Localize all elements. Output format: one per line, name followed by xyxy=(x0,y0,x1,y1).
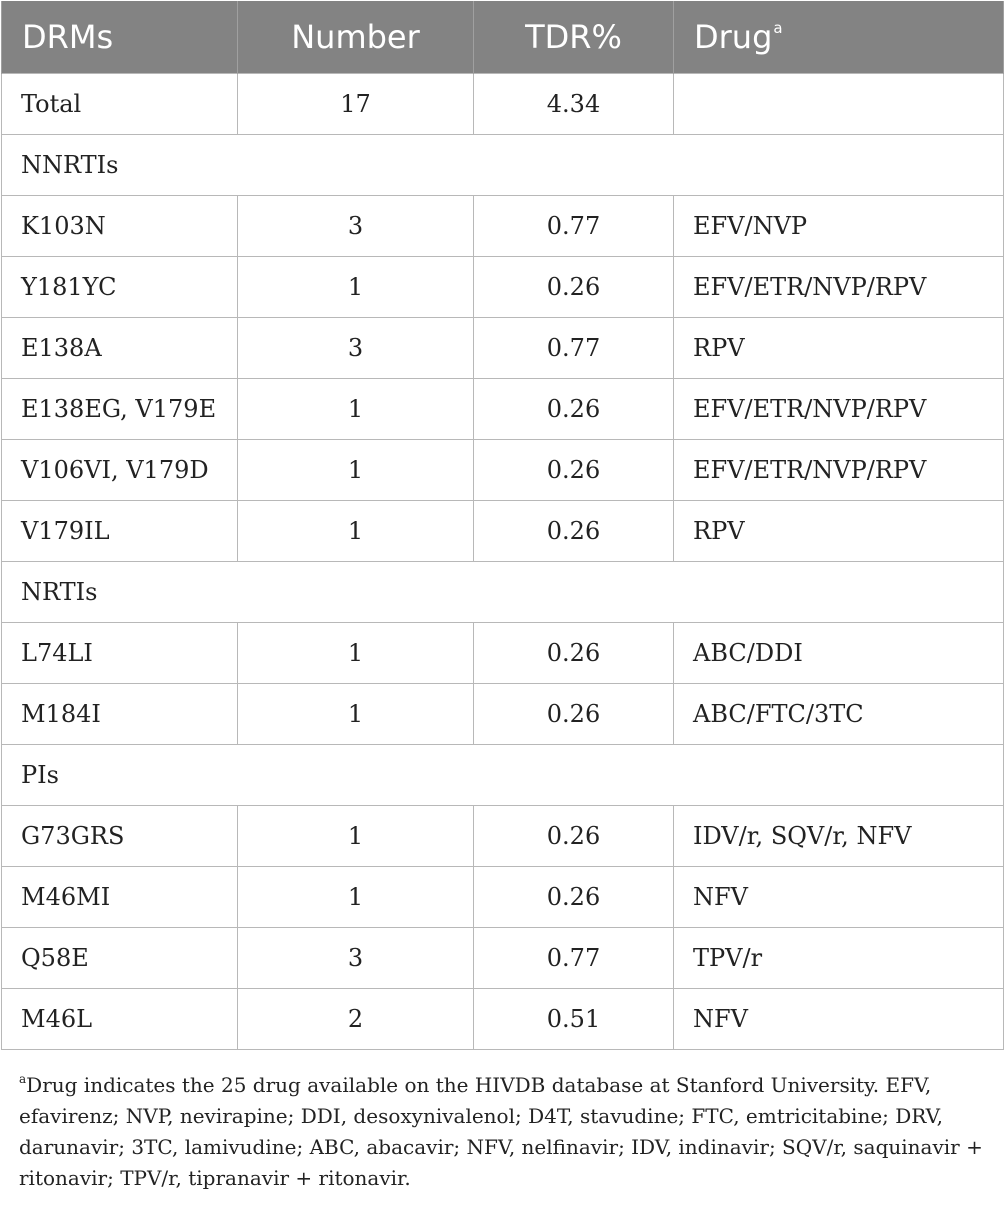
footnote-marker-label: a xyxy=(19,1072,27,1086)
table-row xyxy=(2,196,1004,257)
cell-tdr: 0.77 xyxy=(474,928,674,989)
group-label: NNRTIs xyxy=(2,135,1004,196)
cell-drug: IDV/r, SQV/r, NFV xyxy=(674,806,1004,867)
table-row xyxy=(2,928,1004,989)
cell-drm: V179IL xyxy=(2,501,238,562)
table-row xyxy=(2,989,1004,1050)
cell-drm: E138A xyxy=(2,318,238,379)
footnote-text: Drug indicates the 25 drug available on the HIVDB database at Stanford University. EFV, efavirenz; NVP, nevirapine; DDI, desoxynivalenol; D4T, stavudine; FTC, emtricitabine; DRV, darunavir; 3TC, lamivudine; ABC, abacavir; NFV, nelfinavir; IDV, indinavir; SQV/r, saquinavir + ritonavir; TPV/r, tipranavir + ritonavir. xyxy=(19,1073,983,1190)
table-row xyxy=(2,684,1004,745)
cell-drug: RPV xyxy=(674,318,1004,379)
cell-drug: NFV xyxy=(674,867,1004,928)
header-number: Number xyxy=(238,1,474,74)
cell-drm: L74LI xyxy=(2,623,238,684)
cell-tdr: 0.26 xyxy=(474,379,674,440)
table-body xyxy=(2,74,1004,1050)
cell-drm: K103N xyxy=(2,196,238,257)
cell-tdr: 0.26 xyxy=(474,440,674,501)
header-drug-label: Drug xyxy=(694,18,773,56)
cell-number: 1 xyxy=(238,684,474,745)
cell-number: 3 xyxy=(238,196,474,257)
header-tdr: TDR% xyxy=(474,1,674,74)
group-row xyxy=(2,745,1004,806)
group-label: NRTIs xyxy=(2,562,1004,623)
header-drug xyxy=(674,1,1004,74)
drm-table xyxy=(1,1,1004,1050)
cell-number: 1 xyxy=(238,257,474,318)
cell-tdr: 0.51 xyxy=(474,989,674,1050)
cell-drug: ABC/FTC/3TC xyxy=(674,684,1004,745)
cell-drug: EFV/NVP xyxy=(674,196,1004,257)
table-row xyxy=(2,440,1004,501)
cell-drug: EFV/ETR/NVP/RPV xyxy=(674,379,1004,440)
cell-number: 1 xyxy=(238,806,474,867)
cell-drug xyxy=(674,74,1004,135)
group-row xyxy=(2,135,1004,196)
table-row xyxy=(2,74,1004,135)
cell-drug: RPV xyxy=(674,501,1004,562)
cell-number: 1 xyxy=(238,867,474,928)
cell-drm: M46MI xyxy=(2,867,238,928)
cell-drug: EFV/ETR/NVP/RPV xyxy=(674,440,1004,501)
header-row xyxy=(2,1,1004,74)
cell-tdr: 0.26 xyxy=(474,623,674,684)
cell-tdr: 0.26 xyxy=(474,257,674,318)
cell-number: 17 xyxy=(238,74,474,135)
table-row xyxy=(2,501,1004,562)
cell-drm: Q58E xyxy=(2,928,238,989)
cell-number: 1 xyxy=(238,501,474,562)
group-label: PIs xyxy=(2,745,1004,806)
group-row xyxy=(2,562,1004,623)
cell-number: 3 xyxy=(238,318,474,379)
cell-drm: Y181YC xyxy=(2,257,238,318)
table-header xyxy=(2,1,1004,74)
cell-drug: NFV xyxy=(674,989,1004,1050)
cell-drug: TPV/r xyxy=(674,928,1004,989)
cell-tdr: 0.26 xyxy=(474,501,674,562)
cell-tdr: 4.34 xyxy=(474,74,674,135)
cell-number: 1 xyxy=(238,379,474,440)
table-row xyxy=(2,867,1004,928)
table-row xyxy=(2,379,1004,440)
cell-tdr: 0.26 xyxy=(474,684,674,745)
cell-drm: E138EG, V179E xyxy=(2,379,238,440)
cell-tdr: 0.26 xyxy=(474,867,674,928)
table-row xyxy=(2,623,1004,684)
cell-number: 1 xyxy=(238,623,474,684)
cell-tdr: 0.77 xyxy=(474,318,674,379)
cell-drm: Total xyxy=(2,74,238,135)
cell-drm: V106VI, V179D xyxy=(2,440,238,501)
cell-number: 1 xyxy=(238,440,474,501)
cell-drug: ABC/DDI xyxy=(674,623,1004,684)
footnote-marker: a xyxy=(773,19,783,37)
cell-number: 2 xyxy=(238,989,474,1050)
cell-drm: G73GRS xyxy=(2,806,238,867)
cell-number: 3 xyxy=(238,928,474,989)
cell-drug: EFV/ETR/NVP/RPV xyxy=(674,257,1004,318)
cell-drm: M46L xyxy=(2,989,238,1050)
header-drms: DRMs xyxy=(2,1,238,74)
table-row xyxy=(2,257,1004,318)
table-row xyxy=(2,806,1004,867)
cell-drm: M184I xyxy=(2,684,238,745)
table-footnote xyxy=(19,1064,999,1194)
cell-tdr: 0.77 xyxy=(474,196,674,257)
table-row xyxy=(2,318,1004,379)
cell-tdr: 0.26 xyxy=(474,806,674,867)
